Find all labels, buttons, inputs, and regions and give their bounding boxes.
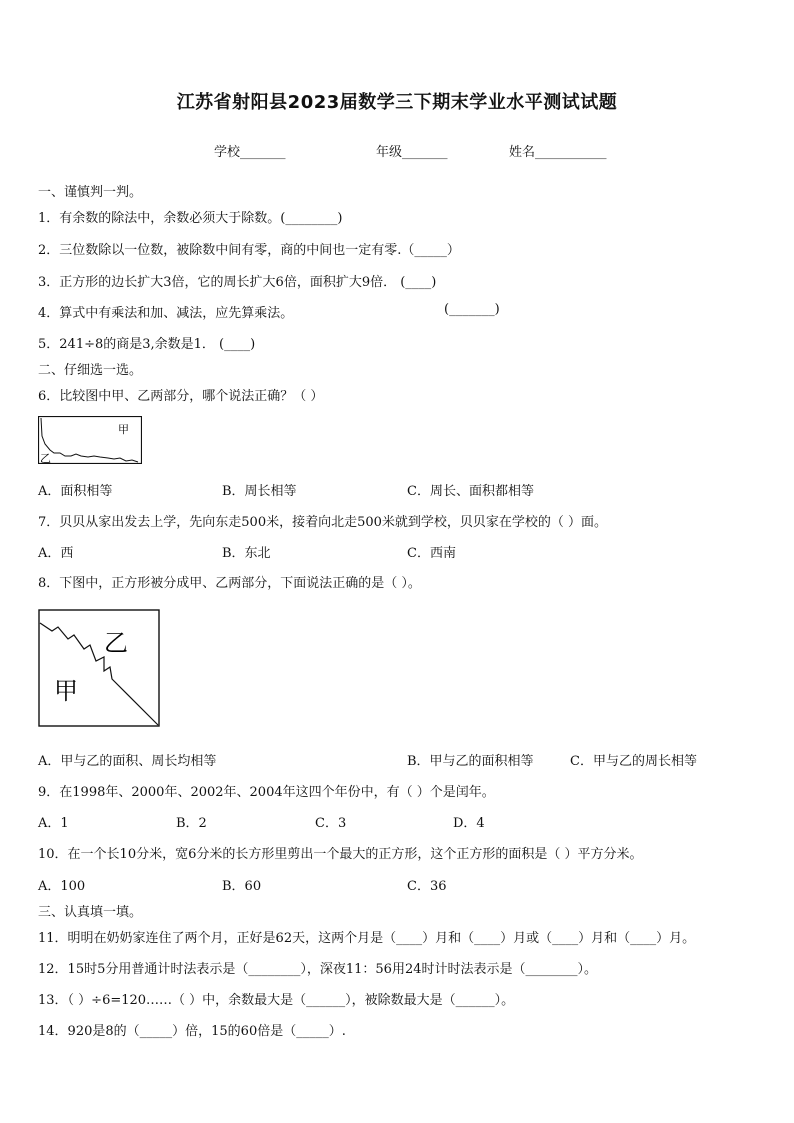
name-field: 姓名___________ [509,145,607,160]
question-8-option-a: A．甲与乙的面积、周长均相等 [38,754,217,769]
question-3: 3．正方形的边长扩大3倍，它的周长扩大6倍，面积扩大9倍． (____) [38,275,437,290]
question-9-option-d: D．4 [453,816,485,831]
question-1: 1．有余数的除法中，余数必须大于除数。(________) [38,211,343,226]
question-6: 6．比较图中甲、乙两部分，哪个说法正确？（ ） [38,389,324,404]
section-heading-3: 三、认真填一填。 [38,905,143,920]
question-7: 7．贝贝从家出发去上学，先向东走500米，接着向北走500米就到学校，贝贝家在学校的（ ）面。 [38,515,608,530]
question-10-option-b: B．60 [222,879,262,894]
grade-field: 年级_______ [376,145,448,160]
question-10: 10．在一个长10分米，宽6分米的长方形里剪出一个最大的正方形，这个正方形的面积是（ ）平方分米。 [38,847,643,862]
question-4-blank: (_______) [444,302,500,317]
question-11: 11．明明在奶奶家连住了两个月，正好是62天，这两个月是（____）月和（____）月或（____）月和（____）月。 [38,931,696,946]
question-7-option-b: B．东北 [222,546,271,561]
question-8: 8．下图中，正方形被分成甲、乙两部分，下面说法正确的是（ ）。 [38,576,421,591]
dividing-zigzag [40,623,158,725]
question-5: 5．241÷8的商是3,余数是1． (____) [38,337,256,352]
question-8-option-c: C．甲与乙的周长相等 [570,754,697,769]
question-8-option-b: B．甲与乙的面积相等 [407,754,534,769]
question-6-option-b: B．周长相等 [222,484,297,499]
question-9-option-c: C．3 [315,816,347,831]
question-7-option-a: A．西 [38,546,74,561]
label-yi: 乙 [40,452,51,464]
question-10-option-a: A．100 [38,879,86,894]
question-8-figure [38,609,160,727]
section-heading-1: 一、谨慎判一判。 [38,185,143,200]
question-6-figure [38,416,142,464]
question-4: 4．算式中有乘法和加、减法，应先算乘法。 [38,306,294,321]
question-10-option-c: C．36 [407,879,447,894]
question-14: 14．920是8的（_____）倍，15的60倍是（_____）. [38,1024,346,1039]
page-title: 江苏省射阳县2023届数学三下期末学业水平测试试题 [176,92,618,113]
label-yi: 乙 [104,629,128,657]
question-9-option-a: A．1 [38,816,69,831]
school-field: 学校_______ [214,145,286,160]
question-9: 9．在1998年、2000年、2002年、2004年这四个年份中，有（ ）个是闰年。 [38,785,495,800]
label-jia: 甲 [54,677,78,705]
question-6-option-a: A．面积相等 [38,484,113,499]
question-7-option-c: C．西南 [407,546,456,561]
question-13: 13．（ ）÷6=120……（ ）中，余数最大是（______），被除数最大是（______）。 [38,993,515,1008]
question-12: 12．15时5分用普通计时法表示是（________），深夜11：56用24时计时法表示是（________）。 [38,962,597,977]
question-6-option-c: C．周长、面积都相等 [407,484,534,499]
label-jia: 甲 [118,423,129,436]
section-heading-2: 二、仔细选一选。 [38,363,143,378]
question-2: 2．三位数除以一位数，被除数中间有零，商的中间也一定有零.（_____） [38,243,460,258]
question-9-option-b: B．2 [176,816,207,831]
